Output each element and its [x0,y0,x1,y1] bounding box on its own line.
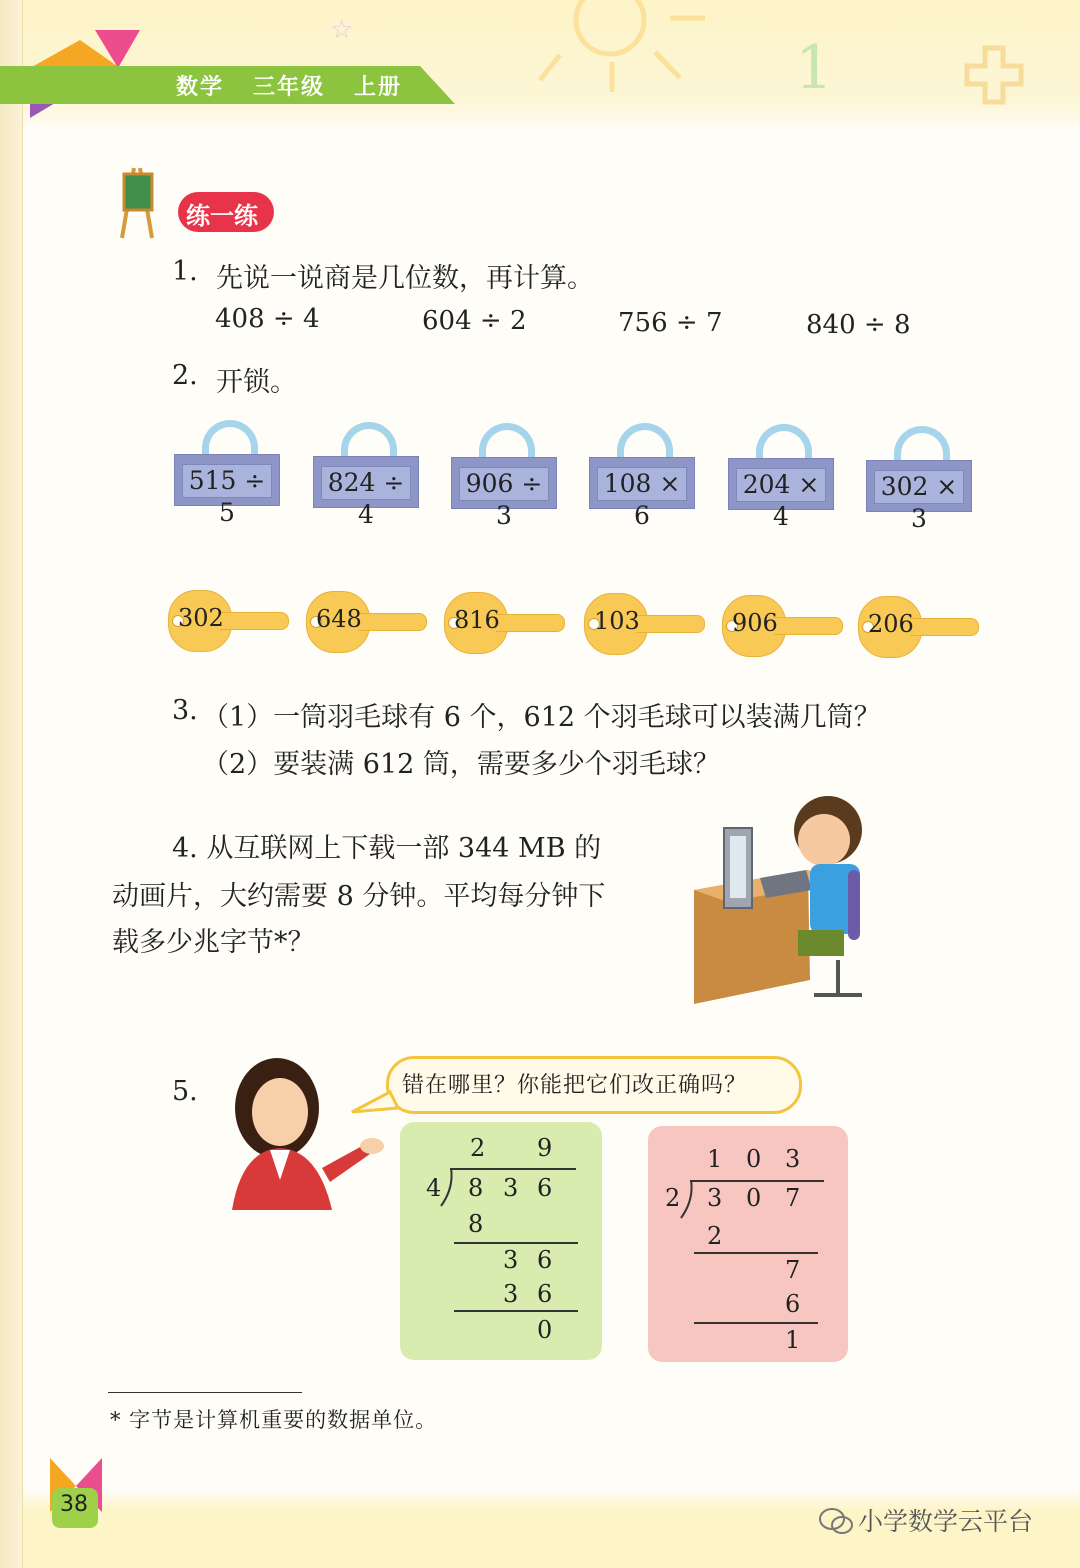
key [722,595,842,655]
key-label: 648 [316,605,362,633]
key-label: 816 [454,606,500,634]
quotient-digit: 3 [785,1145,801,1173]
boy-at-computer-illustration [688,790,878,1020]
step-digit: 3 [503,1280,519,1308]
footnote-rule [108,1392,302,1393]
q2-number: 2. [172,360,198,391]
step-digit: 2 [707,1222,723,1250]
dividend-digit: 7 [785,1184,801,1212]
page-spine [0,0,23,1568]
lock-label: 108 × 6 [597,467,687,501]
section-badge [178,192,274,232]
lock [313,446,419,529]
lock [174,444,280,527]
divisor: 2 [665,1184,681,1212]
key-label: 906 [732,609,778,637]
wechat-icon [818,1506,854,1536]
q1-expression: 756 ÷ 7 [618,308,723,338]
step-digit: 6 [537,1246,553,1274]
key [444,592,564,652]
lock [451,447,557,530]
subtraction-line [694,1322,818,1324]
key [306,591,426,651]
q5-number: 5. [172,1076,198,1107]
page-number: 38 [60,1492,88,1517]
q1-expression: 840 ÷ 8 [806,310,911,340]
q3-number: 3. [172,695,198,726]
dividend-digit: 3 [707,1184,723,1212]
step-digit: 3 [503,1246,519,1274]
q4-line2: 动画片，大约需要 8 分钟。平均每分钟下 [112,881,606,912]
step-digit: 6 [785,1290,801,1318]
q1-expression: 604 ÷ 2 [422,306,527,336]
quotient-digit: 9 [537,1134,553,1162]
q4-line1: 4. 从互联网上下载一部 344 MB 的 [172,833,602,864]
long-division-card-1 [400,1122,602,1360]
division-bracket [680,1180,694,1220]
dividend-digit: 6 [537,1174,553,1202]
speech-bubble-tail [350,1090,400,1120]
dividend-digit: 8 [468,1174,484,1202]
footnote: * 字节是计算机重要的数据单位。 [110,1408,438,1432]
lock-label: 302 × 3 [874,470,964,504]
quotient-digit: 0 [746,1145,762,1173]
key-label: 302 [178,604,224,632]
subtraction-line [454,1310,578,1312]
star-doodle: ☆ [330,15,354,45]
division-bar [450,1168,576,1170]
teacher-illustration [222,1050,397,1210]
plus-doodle [967,48,1021,102]
q1-expression: 408 ÷ 4 [215,304,320,334]
q2-text: 开锁。 [216,367,297,398]
step-digit: 6 [537,1280,553,1308]
remainder: 1 [785,1326,801,1354]
subtraction-line [454,1242,578,1244]
remainder: 0 [537,1316,553,1344]
key [858,596,978,656]
quotient-digit: 1 [707,1145,723,1173]
dividend-digit: 0 [746,1184,762,1212]
quotient-digit: 2 [470,1134,486,1162]
lock-label: 515 ÷ 5 [182,464,272,498]
number-one-doodle: 1 [795,33,834,103]
easel-icon [112,160,162,240]
key [584,593,704,653]
lock [866,450,972,533]
key-label: 103 [594,607,640,635]
header-decoration [0,0,1080,130]
section-badge-label: 练一练 [186,202,258,230]
lock-label: 824 ÷ 4 [321,466,411,500]
lock [728,448,834,531]
q1-number: 1. [172,256,198,287]
watermark-text: 小学数学云平台 [858,1507,1034,1536]
step-digit: 8 [468,1210,484,1238]
lock-label: 906 ÷ 3 [459,467,549,501]
speech-text: 错在哪里？你能把它们改正确吗？ [402,1073,748,1098]
division-bracket [440,1168,454,1208]
q4-line3: 载多少兆字节*？ [112,927,315,958]
lock [589,447,695,530]
dividend-digit: 3 [503,1174,519,1202]
key-label: 206 [868,610,914,638]
subtraction-line [694,1252,818,1254]
division-bar [690,1180,824,1182]
sun-icon [576,0,644,54]
step-digit: 7 [785,1256,801,1284]
key [168,590,288,650]
divisor: 4 [426,1174,442,1202]
q3-part1: （1）一筒羽毛球有 6 个，612 个羽毛球可以装满几筒？ [202,702,881,733]
q1-text: 先说一说商是几位数，再计算。 [216,263,594,294]
lock-label: 204 × 4 [736,468,826,502]
book-title: 数学 三年级 上册 [176,75,402,100]
q3-part2: （2）要装满 612 筒，需要多少个羽毛球？ [202,749,720,780]
